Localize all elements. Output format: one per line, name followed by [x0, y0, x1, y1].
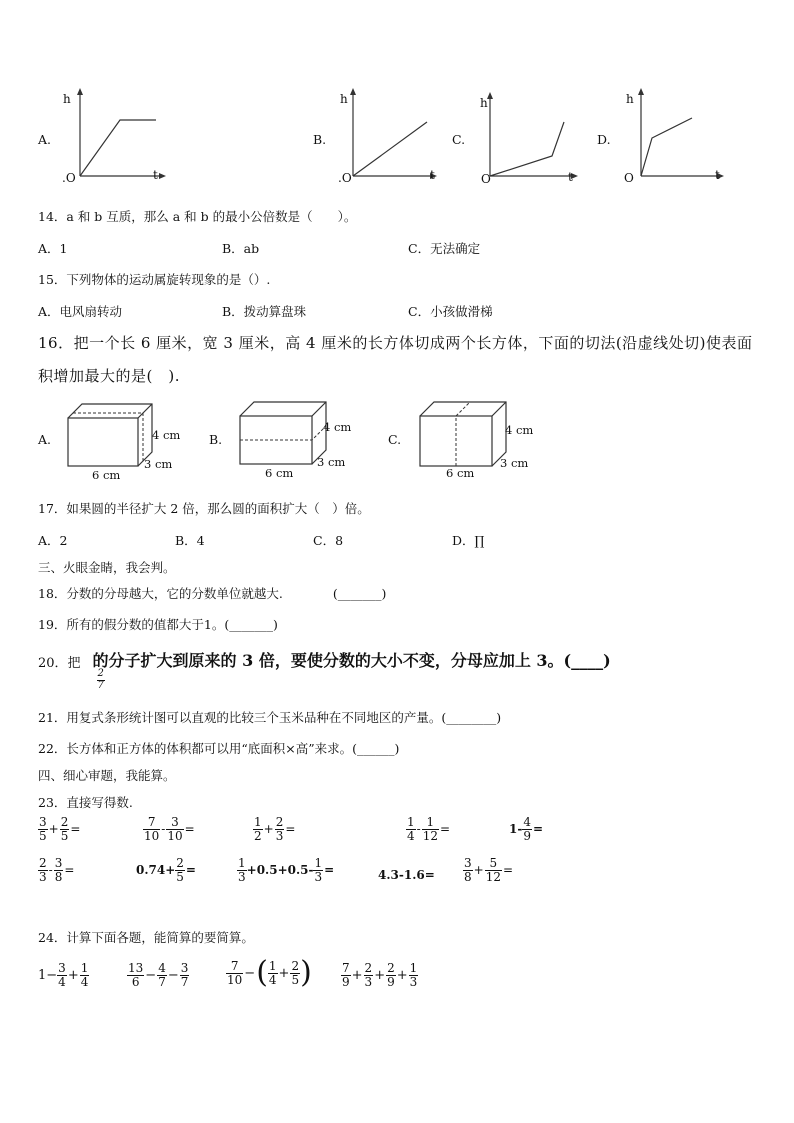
graph-b-t: t: [430, 168, 435, 182]
q24-title: 24．计算下面各题，能简算的要简算。: [38, 930, 254, 945]
q23-r1-e4: $\frac{1}{4}$ - $\frac{1}{12}$ =: [407, 815, 451, 843]
q24-e4: $\frac{7}{9}$ + $\frac{2}{3}$ + $\frac{2}{9}$ + $\frac{1}{3}$: [342, 961, 418, 989]
q16-option-b[interactable]: B.: [209, 432, 223, 447]
graph-c-h: h: [480, 96, 488, 110]
option-a-label[interactable]: A.: [38, 132, 52, 147]
q16-line1: 16．把一个长 6 厘米，宽 3 厘米，高 4 厘米的长方体切成两个长方体，下面的切法(沿虚线处切)使表面: [38, 334, 753, 352]
q18-text: 18．分数的分母越大，它的分数单位就越大. (_______): [38, 586, 387, 601]
q17-option-c[interactable]: C．8: [313, 533, 344, 548]
section-4-heading: 四、细心审题，我能算。: [38, 768, 176, 783]
graph-d-t: t: [715, 168, 720, 182]
cuboid-c: [416, 398, 508, 470]
q15-option-c[interactable]: C．小孩做滑梯: [408, 304, 493, 319]
graph-a-t: t: [153, 168, 158, 182]
q23-r2-e5: $\frac{3}{8}$ + $\frac{5}{12}$ =: [464, 856, 514, 884]
q20-fraction: $\frac{2}{7}$: [97, 668, 104, 691]
q23-title: 23．直接写得数.: [38, 795, 133, 810]
q17-text: 17．如果圆的半径扩大 2 倍，那么圆的面积扩大（ ）倍。: [38, 501, 370, 516]
graph-d: [620, 86, 730, 186]
q20-text: [38, 648, 611, 691]
q17-option-a[interactable]: A．2: [38, 533, 68, 548]
q15-option-a[interactable]: A．电风扇转动: [38, 304, 123, 319]
q16-c-height: 4 cm: [505, 423, 534, 437]
q22-text: 22．长方体和正方体的体积都可以用“底面积×高”来求。(______): [38, 741, 400, 756]
graph-d-o: O: [624, 171, 634, 185]
option-d-label[interactable]: D.: [597, 132, 611, 147]
q23-r2-e4: 4.3-1.6=: [378, 868, 435, 882]
graph-b-o: .O: [338, 171, 352, 185]
q23-r2-e3: $\frac{1}{3}$ +0.5+0.5- $\frac{1}{3}$ =: [238, 856, 335, 884]
q19-text: 19．所有的假分数的值都大于1。(_______): [38, 617, 278, 632]
q14-text: 14．a 和 b 互质，那么 a 和 b 的最小公倍数是（ ）。: [38, 209, 357, 224]
q23-r2-e1: $\frac{2}{3}$ - $\frac{3}{8}$ =: [39, 856, 75, 884]
q15-text: 15．下列物体的运动属旋转现象的是（）.: [38, 272, 271, 287]
q16-b-width: 3 cm: [317, 455, 346, 469]
q24-e3: $\frac{7}{10}$ − ( $\frac{1}{4}$ + $\frac{2}{5}$ ): [227, 955, 312, 990]
q17-option-d[interactable]: D．∏: [452, 533, 485, 548]
graph-c-o: O: [481, 172, 491, 186]
graph-b-h: h: [340, 92, 348, 106]
q20-prefix: 20．把: [38, 656, 81, 671]
q16-c-width: 3 cm: [500, 456, 529, 470]
q23-r1-e2: $\frac{7}{10}$ - $\frac{3}{10}$ =: [144, 815, 195, 843]
option-b-label[interactable]: B.: [313, 132, 327, 147]
q14-option-b[interactable]: B．ab: [222, 241, 260, 256]
graph-a-h: h: [63, 92, 71, 106]
q20-body: 的分子扩大到原来的 3 倍，要使分数的大小不变，分母应加上 3。(____): [92, 651, 611, 670]
q16-option-a[interactable]: A.: [38, 432, 52, 447]
q21-text: 21．用复式条形统计图可以直观的比较三个玉米品种在不同地区的产量。(________): [38, 710, 502, 725]
q16-a-length: 6 cm: [92, 468, 121, 482]
q16-b-length: 6 cm: [265, 466, 294, 480]
q23-r1-e5: 1- $\frac{4}{9}$ =: [509, 815, 544, 843]
cuboid-b: [236, 398, 328, 468]
q23-r1-e1: $\frac{3}{5}$ + $\frac{2}{5}$ =: [39, 815, 81, 843]
q23-r2-e2: 0.74+ $\frac{2}{5}$ =: [136, 856, 196, 884]
q16-option-c[interactable]: C.: [388, 432, 402, 447]
q24-e2: $\frac{13}{6}$ − $\frac{4}{7}$ − $\frac{3}{7}$: [128, 961, 189, 989]
q16-a-width: 3 cm: [144, 457, 173, 471]
cuboid-a: [64, 400, 156, 470]
q17-option-b[interactable]: B．4: [175, 533, 205, 548]
section-3-heading: 三、火眼金睛，我会判。: [38, 560, 176, 575]
graph-d-h: h: [626, 92, 634, 106]
q16-c-length: 6 cm: [446, 466, 475, 480]
q16-a-height: 4 cm: [152, 428, 181, 442]
q14-option-a[interactable]: A．1: [38, 241, 68, 256]
q24-e1: 1− $\frac{3}{4}$ + $\frac{1}{4}$: [38, 961, 89, 989]
q23-r1-e3: $\frac{1}{2}$ + $\frac{2}{3}$ =: [254, 815, 296, 843]
q15-option-b[interactable]: B．拨动算盘珠: [222, 304, 307, 319]
q16-b-height: 4 cm: [323, 420, 352, 434]
graph-a-o: .O: [62, 171, 76, 185]
option-c-label[interactable]: C.: [452, 132, 466, 147]
graph-c-t: t: [568, 170, 573, 184]
q14-option-c[interactable]: C．无法确定: [408, 241, 481, 256]
q16-line2: 积增加最大的是( ).: [38, 367, 180, 385]
